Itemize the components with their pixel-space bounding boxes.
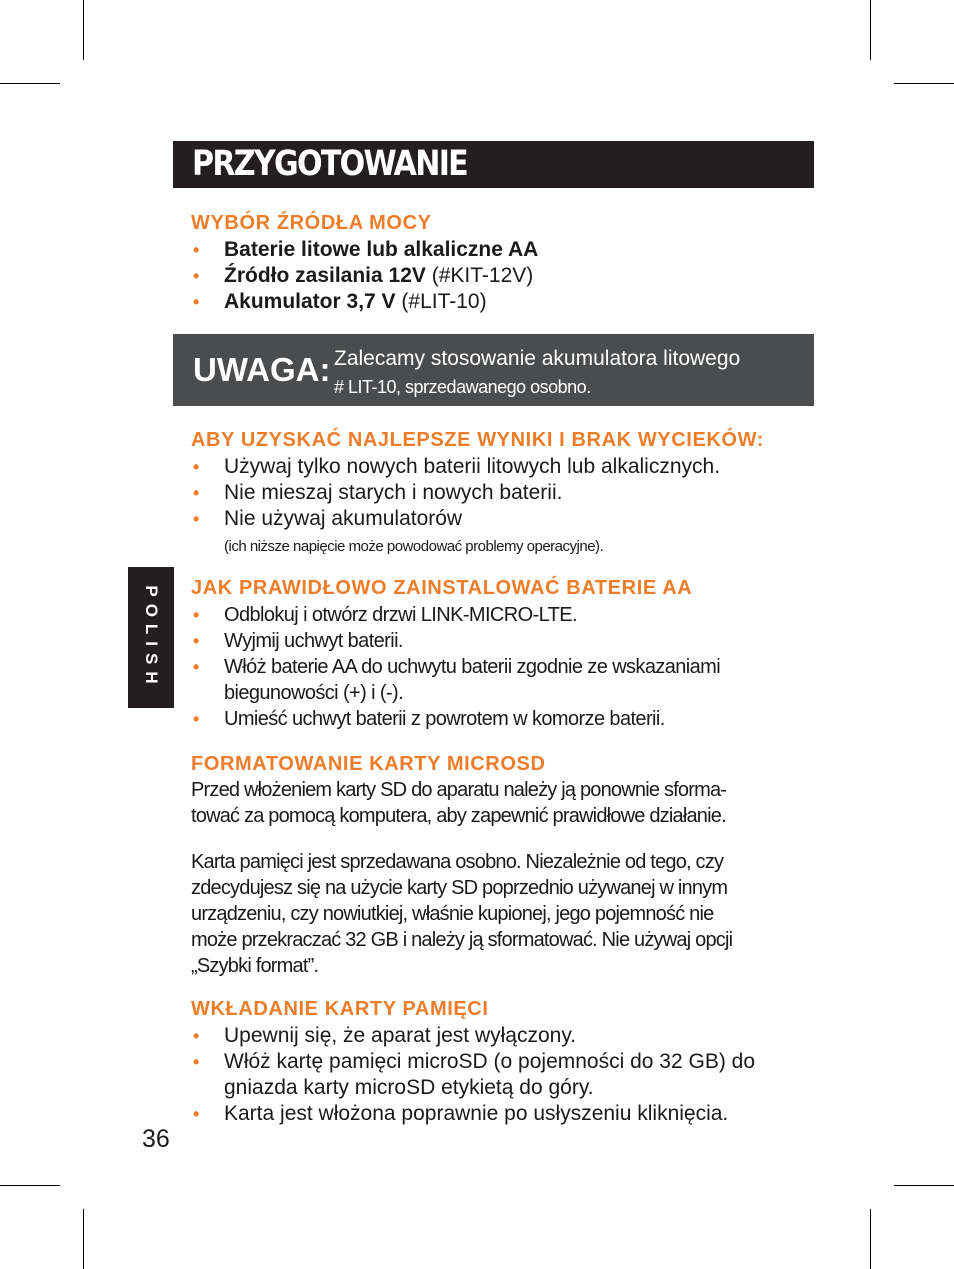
warning-box <box>173 334 814 406</box>
list-item: • Akumulator 3,7 V (#LIT-10) <box>193 290 487 313</box>
crop-mark <box>870 1209 871 1269</box>
card-list <box>191 1023 755 1127</box>
list-item: • Używaj tylko nowych baterii litowych lub alkalicznych. <box>193 455 721 478</box>
bullet-icon: • <box>193 1104 200 1124</box>
crop-mark <box>83 1209 84 1269</box>
bullet-icon: • <box>193 457 200 477</box>
bullet-icon: • <box>193 605 199 625</box>
crop-mark <box>0 1185 60 1186</box>
best-results-heading: ABY UZYSKAĆ NAJLEPSZE WYNIKI I BRAK WYCIEKÓW: <box>191 429 764 451</box>
section-title-bar <box>173 141 814 188</box>
format-paragraph-1: Przed włożeniem karty SD do aparatu należy ją ponownie sforma- tować za pomocą komputera, aby zapewnić prawidłowe działanie. <box>191 779 727 827</box>
list-item: • Włóż baterie AA do uchwytu baterii zgodnie ze wskazaniami biegunowości (+) i (-). <box>193 656 721 704</box>
bullet-icon: • <box>193 483 200 503</box>
format-heading: FORMATOWANIE KARTY MICROSD <box>191 753 546 775</box>
list-item: • Odblokuj i otwórz drzwi LINK-MICRO-LTE. <box>193 604 577 626</box>
card-heading: WKŁADANIE KARTY PAMIĘCI <box>191 998 489 1020</box>
format-paragraph-2: Karta pamięci jest sprzedawana osobno. Niezależnie od tego, czy zdecydujesz się na użycie karty SD poprzednio używanej w innym urządzeniu, czy nowiutkiej, właśnie kupionej, jego pojemność nie może przekraczać 32 GB i należy ją sformatować. Nie używaj opcji „Szybki format”. <box>191 851 733 977</box>
crop-mark <box>83 0 84 60</box>
list-item: • Upewnij się, że aparat jest wyłączony. <box>193 1024 577 1047</box>
list-item: • Karta jest włożona poprawnie po usłyszeniu kliknięcia. <box>193 1102 729 1125</box>
warning-text-line1: Zalecamy stosowanie akumulatora litowego <box>334 347 741 370</box>
bullet-icon: • <box>193 509 200 529</box>
bullet-icon: • <box>193 292 200 312</box>
language-label: POLISH <box>142 584 161 691</box>
bullet-icon: • <box>193 631 199 651</box>
best-results-list <box>191 454 720 558</box>
page-number: 36 <box>142 1125 170 1153</box>
power-heading: WYBÓR ŹRÓDŁA MOCY <box>191 212 432 234</box>
bullet-icon: • <box>193 709 199 729</box>
list-item: • Nie mieszaj starych i nowych baterii. <box>193 481 563 504</box>
list-item: • Włóż kartę pamięci microSD (o pojemności do 32 GB) do gniazda karty microSD etykietą do góry. <box>193 1050 756 1099</box>
crop-mark <box>0 83 60 84</box>
note-text: (ich niższe napięcie może powodować problemy operacyjne). <box>224 538 604 555</box>
language-tab <box>128 567 174 708</box>
list-item: • Źródło zasilania 12V (#KIT-12V) <box>193 264 534 287</box>
bullet-icon: • <box>193 1026 200 1046</box>
power-list <box>191 237 538 315</box>
list-item: • Baterie litowe lub alkaliczne AA <box>193 238 539 261</box>
bullet-icon: • <box>193 1052 200 1072</box>
page-title: PRZYGOTOWANIE <box>192 144 468 184</box>
warning-label: UWAGA: <box>193 351 331 388</box>
bullet-icon: • <box>193 657 199 677</box>
install-list <box>191 602 720 732</box>
install-heading: JAK PRAWIDŁOWO ZAINSTALOWAĆ BATERIE AA <box>191 577 693 599</box>
warning-text-line2: # LIT-10, sprzedawanego osobno. <box>334 377 591 397</box>
list-item: • Nie używaj akumulatorów (ich niższe napięcie może powodować problemy operacyjne). <box>191 506 720 558</box>
crop-mark <box>894 1185 954 1186</box>
bullet-icon: • <box>193 240 200 260</box>
list-item: • Wyjmij uchwyt baterii. <box>193 630 403 652</box>
bullet-icon: • <box>193 266 200 286</box>
crop-mark <box>894 83 954 84</box>
crop-mark <box>870 0 871 60</box>
list-item: • Umieść uchwyt baterii z powrotem w komorze baterii. <box>193 708 665 730</box>
